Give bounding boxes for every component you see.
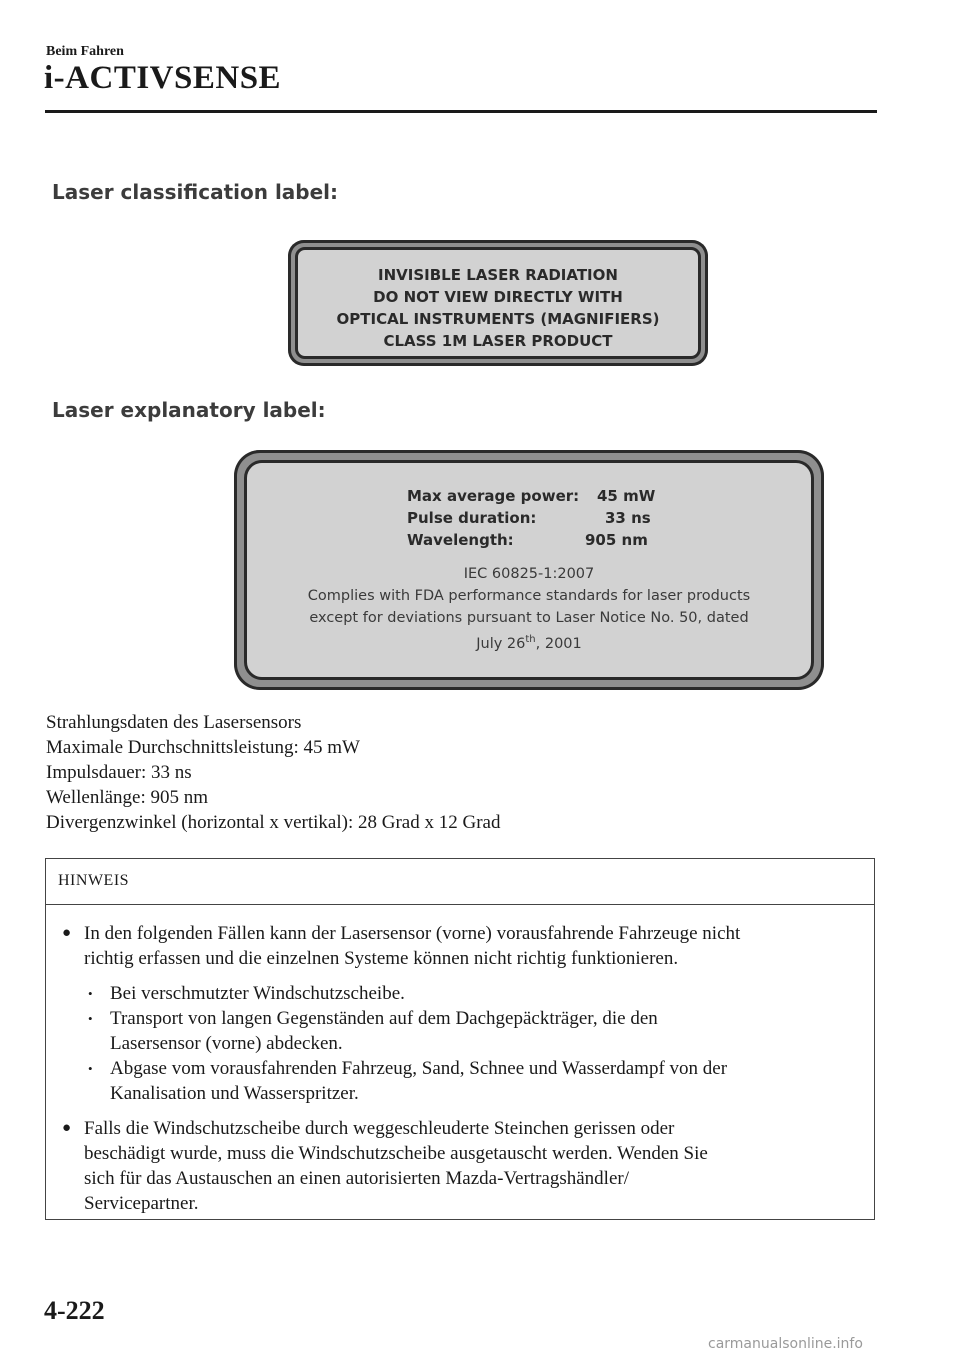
spec-key: Pulse duration: [407,509,537,527]
spec-value: 905 nm [585,531,648,549]
subitem-line: Abgase vom vorausfahrenden Fahrzeug, Sand, Schnee und Wasserdampf von der [110,1058,728,1079]
radiation-line: Divergenzwinkel (horizontal x vertikal): 28 Grad x 12 Grad [46,812,501,833]
subitem-line: Lasersensor (vorne) abdecken. [110,1033,343,1054]
date-line [247,629,811,655]
radiation-line: Strahlungsdaten des Lasersensors [46,712,302,733]
subitem-line: Kanalisation und Wasserspritzer. [110,1083,359,1104]
radiation-line: Wellenlänge: 905 nm [46,787,209,808]
sub-bullet-icon: • [88,1011,93,1026]
spec-value: 45 mW [597,487,656,505]
subitem-line: Transport von langen Gegenständen auf dem Dachgepäckträger, die den [110,1008,658,1029]
classification-label-plate [288,240,708,366]
note-box [45,858,875,1220]
spec-table [407,485,707,551]
bullet-line: richtig erfassen und die einzelnen Systeme können nicht richtig funktionieren. [84,948,679,969]
watermark: carmanualsonline.info [708,1336,863,1352]
explanatory-label-panel [244,460,814,680]
spec-row [407,485,707,507]
classification-line: OPTICAL INSTRUMENTS (MAGNIFIERS) [336,310,660,328]
bullet-line: beschädigt wurde, muss die Windschutzscheibe ausgetauscht werden. Wenden Sie [84,1143,708,1164]
date-prefix: July 26 [476,635,526,652]
note-subitem [58,981,864,1006]
classification-label-heading: Laser classification label: [52,180,339,204]
spec-value: 33 ns [605,509,651,527]
note-bullet [58,921,864,971]
sub-bullet-icon: • [88,1061,93,1076]
note-bullet [58,1116,864,1216]
header-rule [45,110,877,113]
explanatory-label-heading: Laser explanatory label: [52,398,326,422]
date-superscript: th [525,634,536,645]
bullet-line: Servicepartner. [84,1193,199,1214]
date-suffix: , 2001 [535,635,582,652]
page-number: 4-222 [44,1296,105,1325]
standard-line: IEC 60825-1:2007 [463,566,595,582]
compliance-text [247,563,811,655]
note-subitem [58,1006,864,1056]
spec-key: Wavelength: [407,531,514,549]
note-subitem [58,1056,864,1106]
classification-label-panel [295,247,701,359]
note-title: HINWEIS [46,859,874,905]
explanatory-label-plate [234,450,824,690]
subitem-line: Bei verschmutzter Windschutzscheibe. [110,983,405,1004]
section-label: Beim Fahren [46,44,124,59]
classification-line: DO NOT VIEW DIRECTLY WITH [373,288,623,306]
bullet-icon: ● [62,925,72,941]
radiation-line: Maximale Durchschnittsleistung: 45 mW [46,737,360,758]
chapter-title: i-ACTIVSENSE [44,60,282,96]
bullet-line: In den folgenden Fällen kann der Lasersensor (vorne) vorausfahrende Fahrzeuge nicht [84,923,741,944]
spec-row [407,507,707,529]
radiation-line: Impulsdauer: 33 ns [46,762,192,783]
sub-bullet-icon: • [88,986,93,1001]
note-body [46,905,874,1216]
bullet-icon: ● [62,1120,72,1136]
compliance-line: except for deviations pursuant to Laser Notice No. 50, dated [309,610,749,626]
spec-key: Max average power: [407,487,580,505]
compliance-line: Complies with FDA performance standards for laser products [307,588,751,604]
classification-line: INVISIBLE LASER RADIATION [378,266,618,284]
classification-label-text [298,264,698,352]
radiation-data [46,710,500,835]
spec-row [407,529,707,551]
classification-line: CLASS 1M LASER PRODUCT [383,332,613,350]
bullet-line: sich für das Austauschen an einen autorisierten Mazda-Vertragshändler/ [84,1168,629,1189]
bullet-line: Falls die Windschutzscheibe durch weggeschleuderte Steinchen gerissen oder [84,1118,675,1139]
